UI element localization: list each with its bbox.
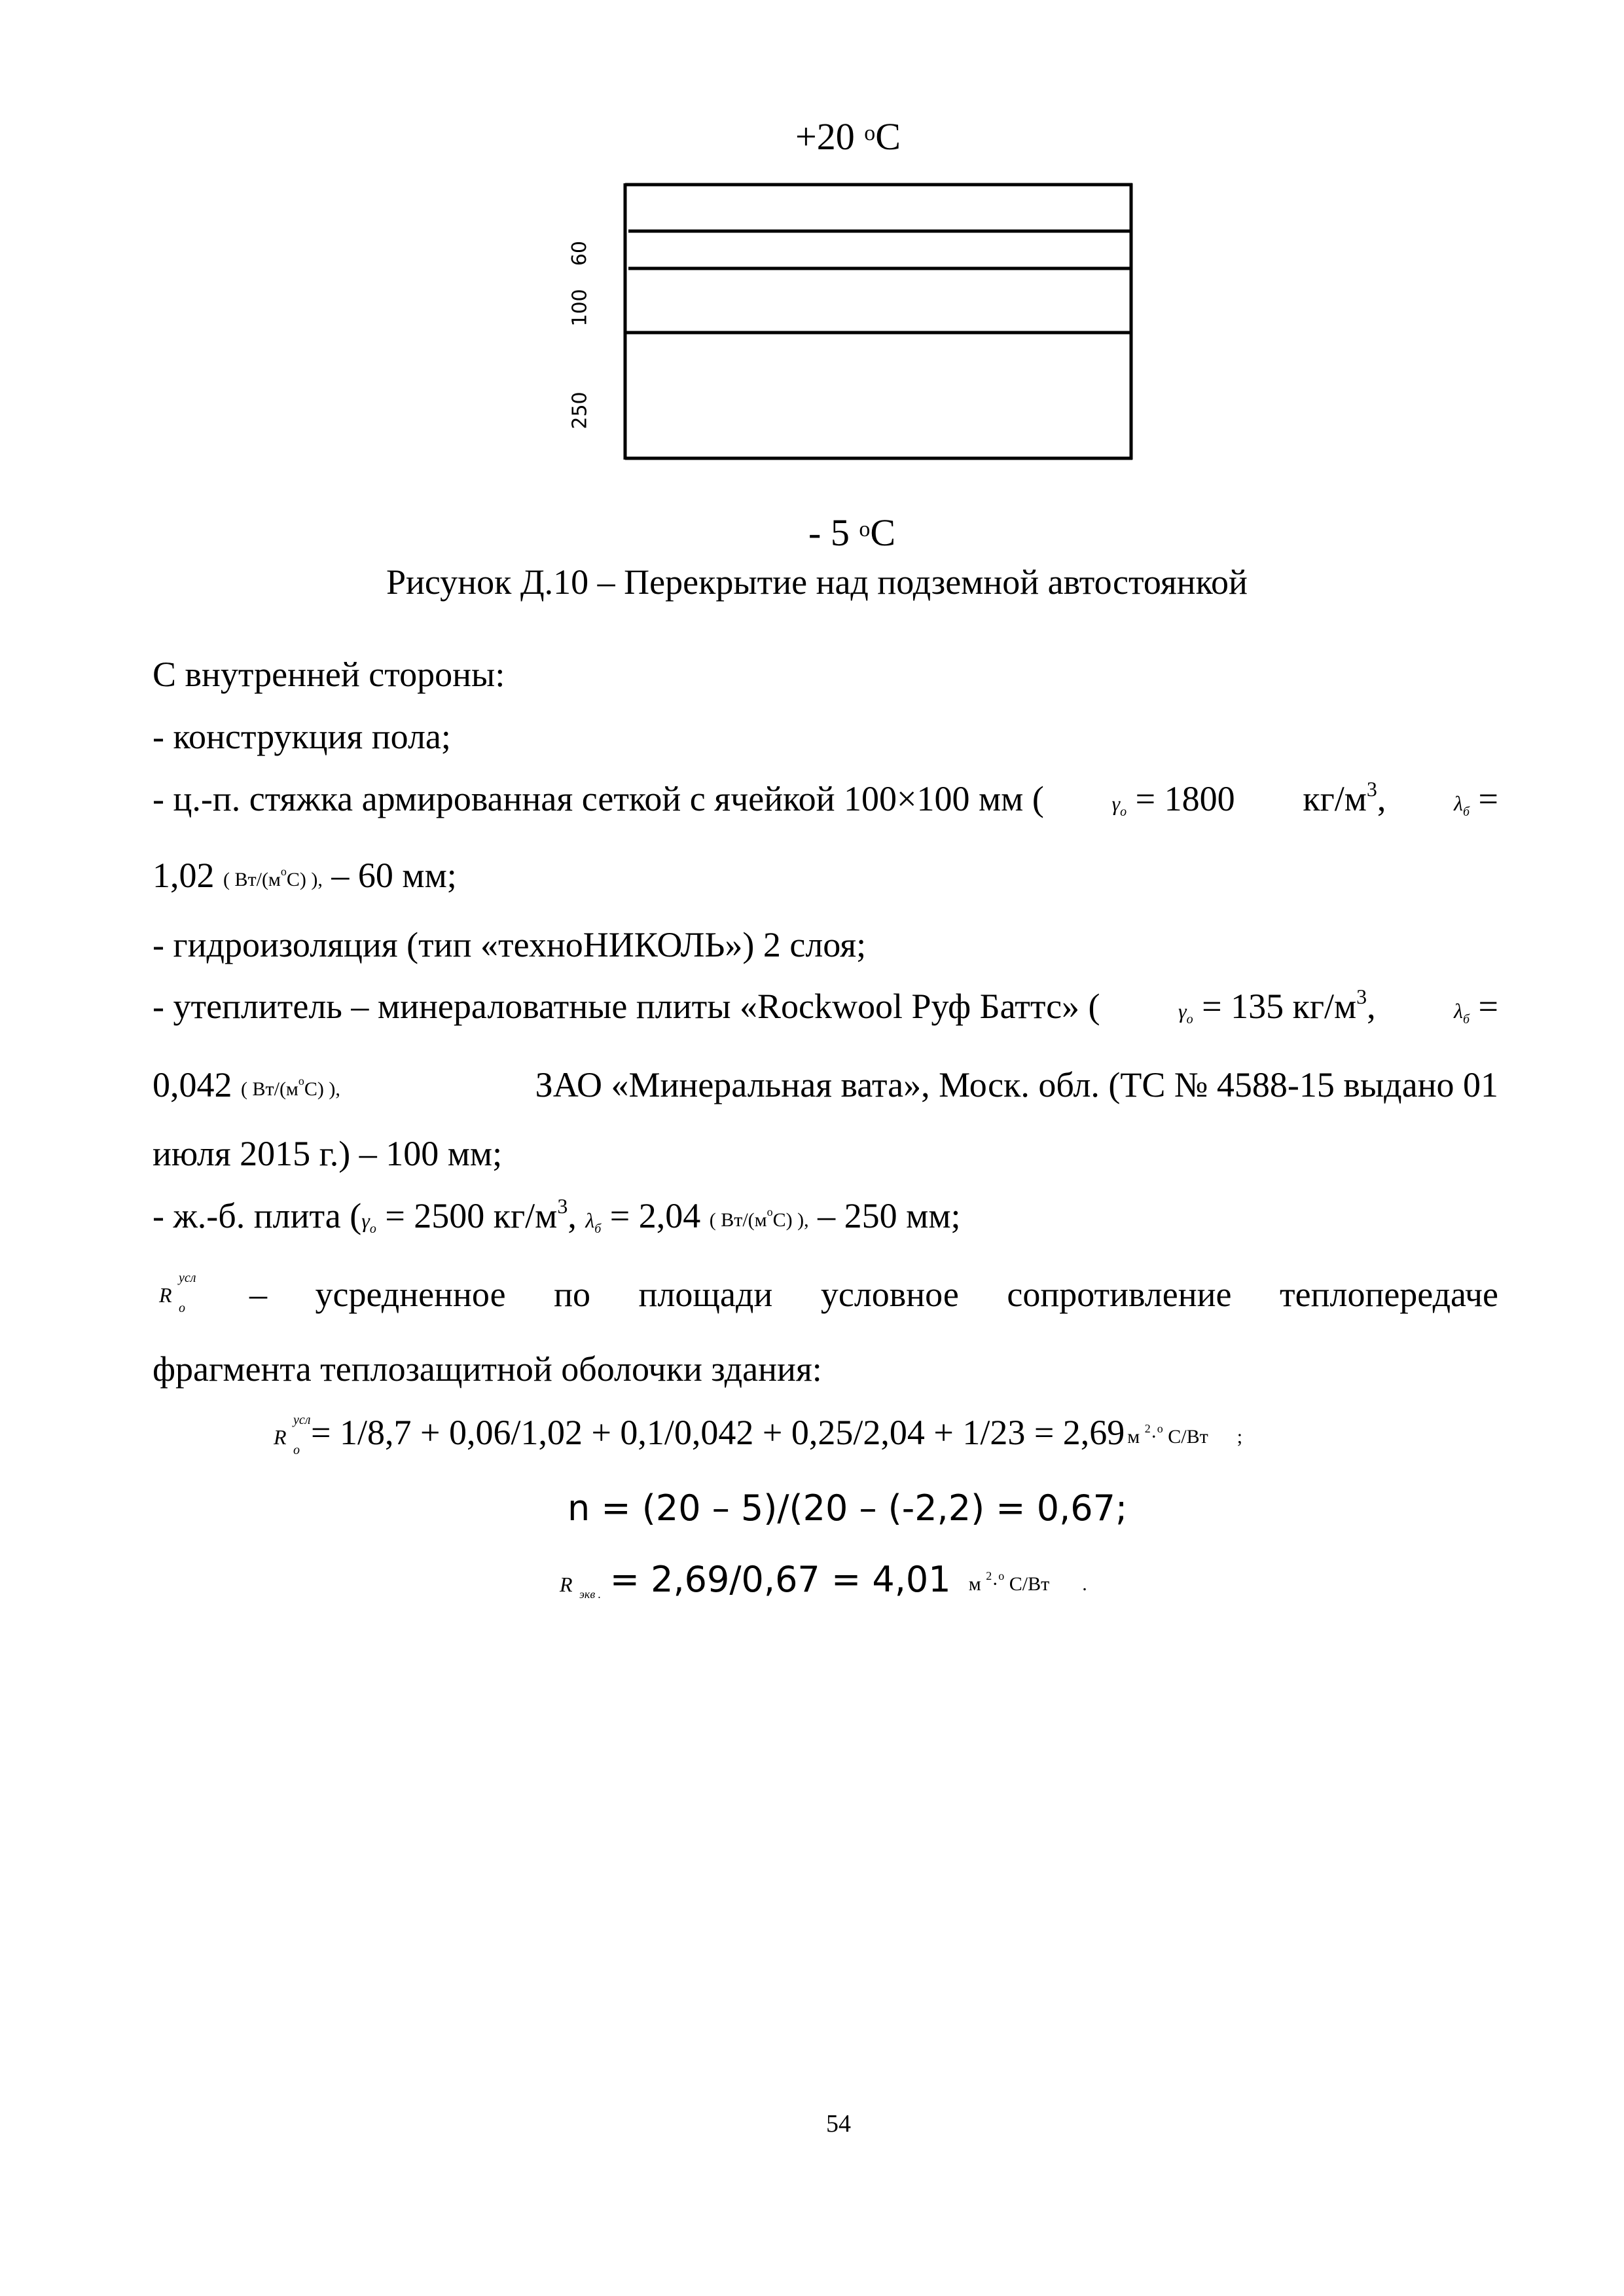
r-conditional-symbol: R усл о [274,1413,311,1457]
dimension-100: 100 [568,289,592,327]
screed-conductivity-line: 1,02 ( $Вт/(м^оС)$ ), – 60 мм; [153,856,457,895]
conductivity-unit: ( $Вт/(м^оС)$ ), [709,1205,809,1231]
r-conditional-symbol: R усл о [159,1271,196,1315]
r-definition-line-2: фрагмента теплозащитной оболочки здания: [153,1349,822,1389]
screed-lambda-group: $\lambda_б$ = [1454,779,1498,819]
lambda-symbol: $\lambda_б$ [1454,792,1470,819]
list-item-floor: - конструкция пола; [153,717,451,756]
screed-density-group: $\gamma_о = 1800$ [1111,779,1235,819]
resistance-unit: м $^2$·$^о$ С/Вт [968,1569,1050,1595]
gamma-symbol: $\gamma_о$ [361,1209,376,1236]
gamma-symbol: $\gamma_о$ [1111,792,1127,819]
r-definition-words: – усредненное по площади условное сопротивление теплопередаче [249,1275,1498,1314]
lambda-symbol: $\lambda_б$ [1454,999,1470,1027]
lambda-symbol: $\lambda_б$ [585,1209,602,1236]
list-item-slab: - ж.-б. плита ($\gamma_о = 2500$ $кг/м^3$, $\lambda_б = 2,04$ ( $Вт/(м^оС)$ ), – 250 мм; [153,1194,961,1236]
page-number: 54 [826,2110,851,2138]
screed-density-unit: $кг/м^3$, [1303,777,1386,818]
figure-caption: Рисунок Д.10 – Перекрытие над подземной автостоянкой [386,562,1248,602]
formula-resistance: R усл о = 1/8,7 + 0,06/1,02 + 0,1/0,042 + 0,25/2,04 + 1/23 = 2,69 м $^2$·$^о$ С/Вт ; [274,1413,1243,1457]
gamma-symbol: $\gamma_о$ [1178,999,1193,1027]
insulation-manufacturer: ЗАО «Минеральная вата», Моск. обл. (ТС № 4588-15 выдано 01 [535,1065,1498,1104]
bottom-temperature-label: - 5 $^o$C [808,511,896,554]
insulation-description: - утеплитель – минераловатные плиты «Rockwool Руф Баттс» ( [153,987,1100,1026]
conductivity-unit: ( $Вт/(м^оС)$ ), [241,1074,340,1100]
formula-equivalent-resistance: R экв . = 2,69/0,67 = 4,01 м $^2$·$^о$ С/Вт . [560,1559,1087,1601]
insulation-conductivity-value: 0,042 ( $Вт/(м^оС)$ ), [153,1065,340,1104]
intro-line: С внутренней стороны: [153,655,505,694]
list-item-screed [153,777,1498,819]
list-item-waterproofing: - гидроизоляция (тип «техноНИКОЛЬ») 2 слоя; [153,925,867,964]
insulation-density-group: $\gamma_о = 135$ $кг/м^3$, [1178,985,1376,1027]
r-equivalent-symbol: R экв . [560,1573,602,1601]
dimension-250: 250 [568,392,592,429]
insulation-lambda-group: $\lambda_б$ = [1454,987,1498,1027]
floor-section-diagram [615,177,1139,471]
screed-description: - ц.-п. стяжка армированная сеткой с ячейкой 100×100 мм ( [153,779,1044,818]
conductivity-unit: ( $Вт/(м^оС)$ ), [223,865,323,890]
insulation-conductivity-line [153,1067,1498,1102]
top-temperature-label: +20 $^o$C [795,115,901,158]
resistance-unit: м $^2$·$^о$ С/Вт [1127,1422,1208,1448]
formula-n-coefficient: n = (20 – 5)/(20 – (-2,2) = 0,67; [568,1487,1128,1529]
list-item-insulation [153,985,1498,1027]
insulation-last-line: июля 2015 г.) – 100 мм; [153,1134,503,1173]
dimension-60: 60 [568,240,592,266]
